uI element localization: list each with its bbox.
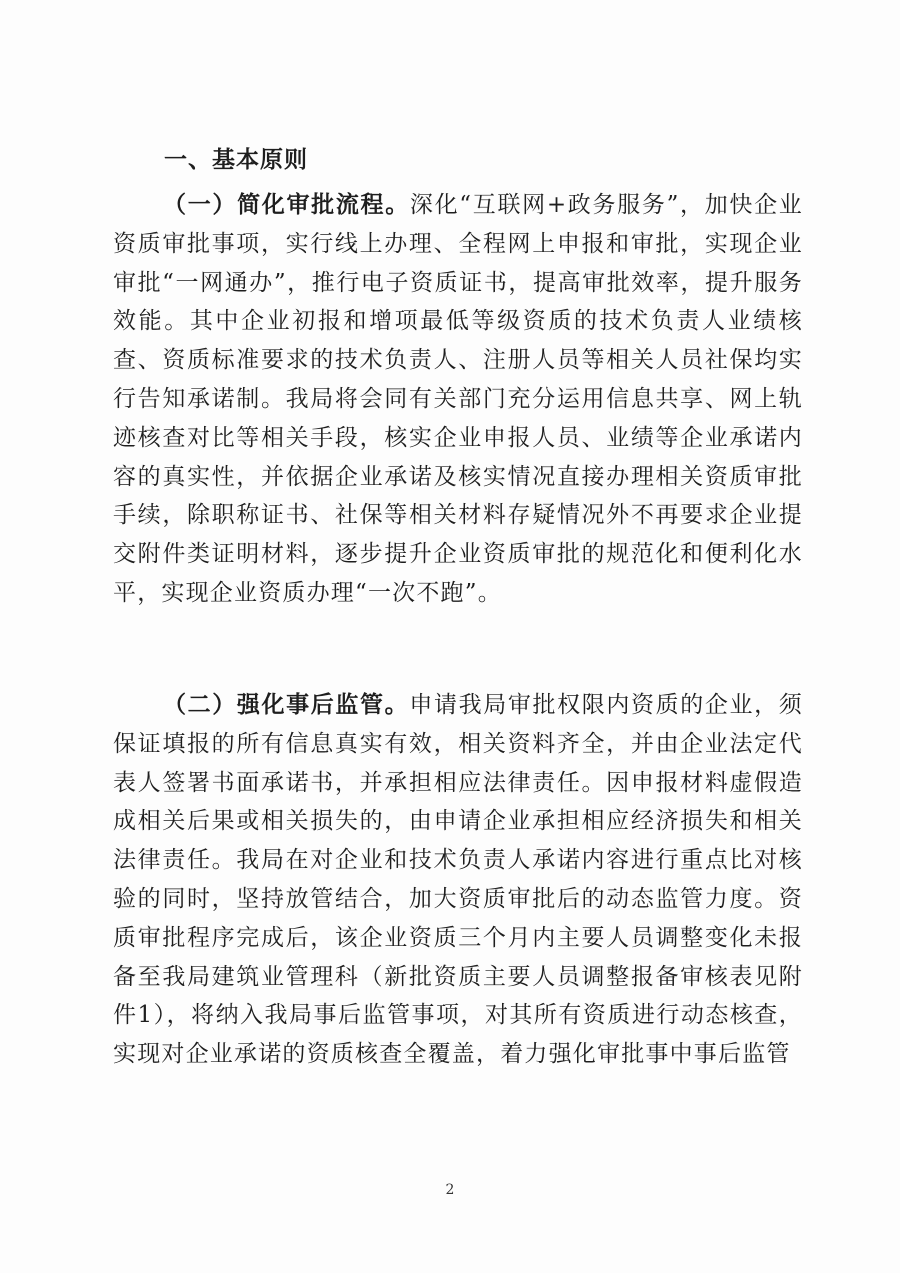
section-heading: 一、基本原则: [164, 147, 308, 173]
page-number: 2: [445, 1182, 455, 1198]
paragraph-lead: （一）简化审批流程。: [163, 192, 410, 218]
paragraph-simplify-approval: [113, 186, 803, 613]
paragraph-lead: （二）强化事后监管。: [163, 692, 410, 718]
paragraph-body: 申请我局审批权限内资质的企业，须保证填报的所有信息真实有效，相关资料齐全，并由企业法定代表人签署书面承诺书，并承担相应法律责任。因申报材料虚假造成相关后果或相关损失的，由申请企业承担相应经济损失和相关法律责任。我局在对企业和技术负责人承诺内容进行重点比对核验的同时，坚持放管结合，加大资质审批后的动态监管力度。资质审批程序完成后，该企业资质三个月内主要人员调整变化未报备至我局建筑业管理科（新批资质主要人员调整报备审核表见附件1），将纳入我局事后监管事项，对其所有资质进行动态核查，实现对企业承诺的资质核查全覆盖，着力强化审批事中事后监管: [113, 692, 804, 1068]
paragraph-strengthen-supervision: [113, 686, 803, 1074]
paragraph-body: 深化“互联网+政务服务”，加快企业资质审批事项，实行线上办理、全程网上申报和审批，实现企业审批“一网通办”，推行电子资质证书，提高审批效率，提升服务效能。其中企业初报和增项最低等级资质的技术负责人业绩核查、资质标准要求的技术负责人、注册人员等相关人员社保均实行告知承诺制。我局将会同有关部门充分运用信息共享、网上轨迹核查对比等相关手段，核实企业申报人员、业绩等企业承诺内容的真实性，并依据企业承诺及核实情况直接办理相关资质审批手续，除职称证书、社保等相关材料存疑情况外不再要求企业提交附件类证明材料，逐步提升企业资质审批的规范化和便利化水平，实现企业资质办理“一次不跑”。: [113, 192, 803, 606]
